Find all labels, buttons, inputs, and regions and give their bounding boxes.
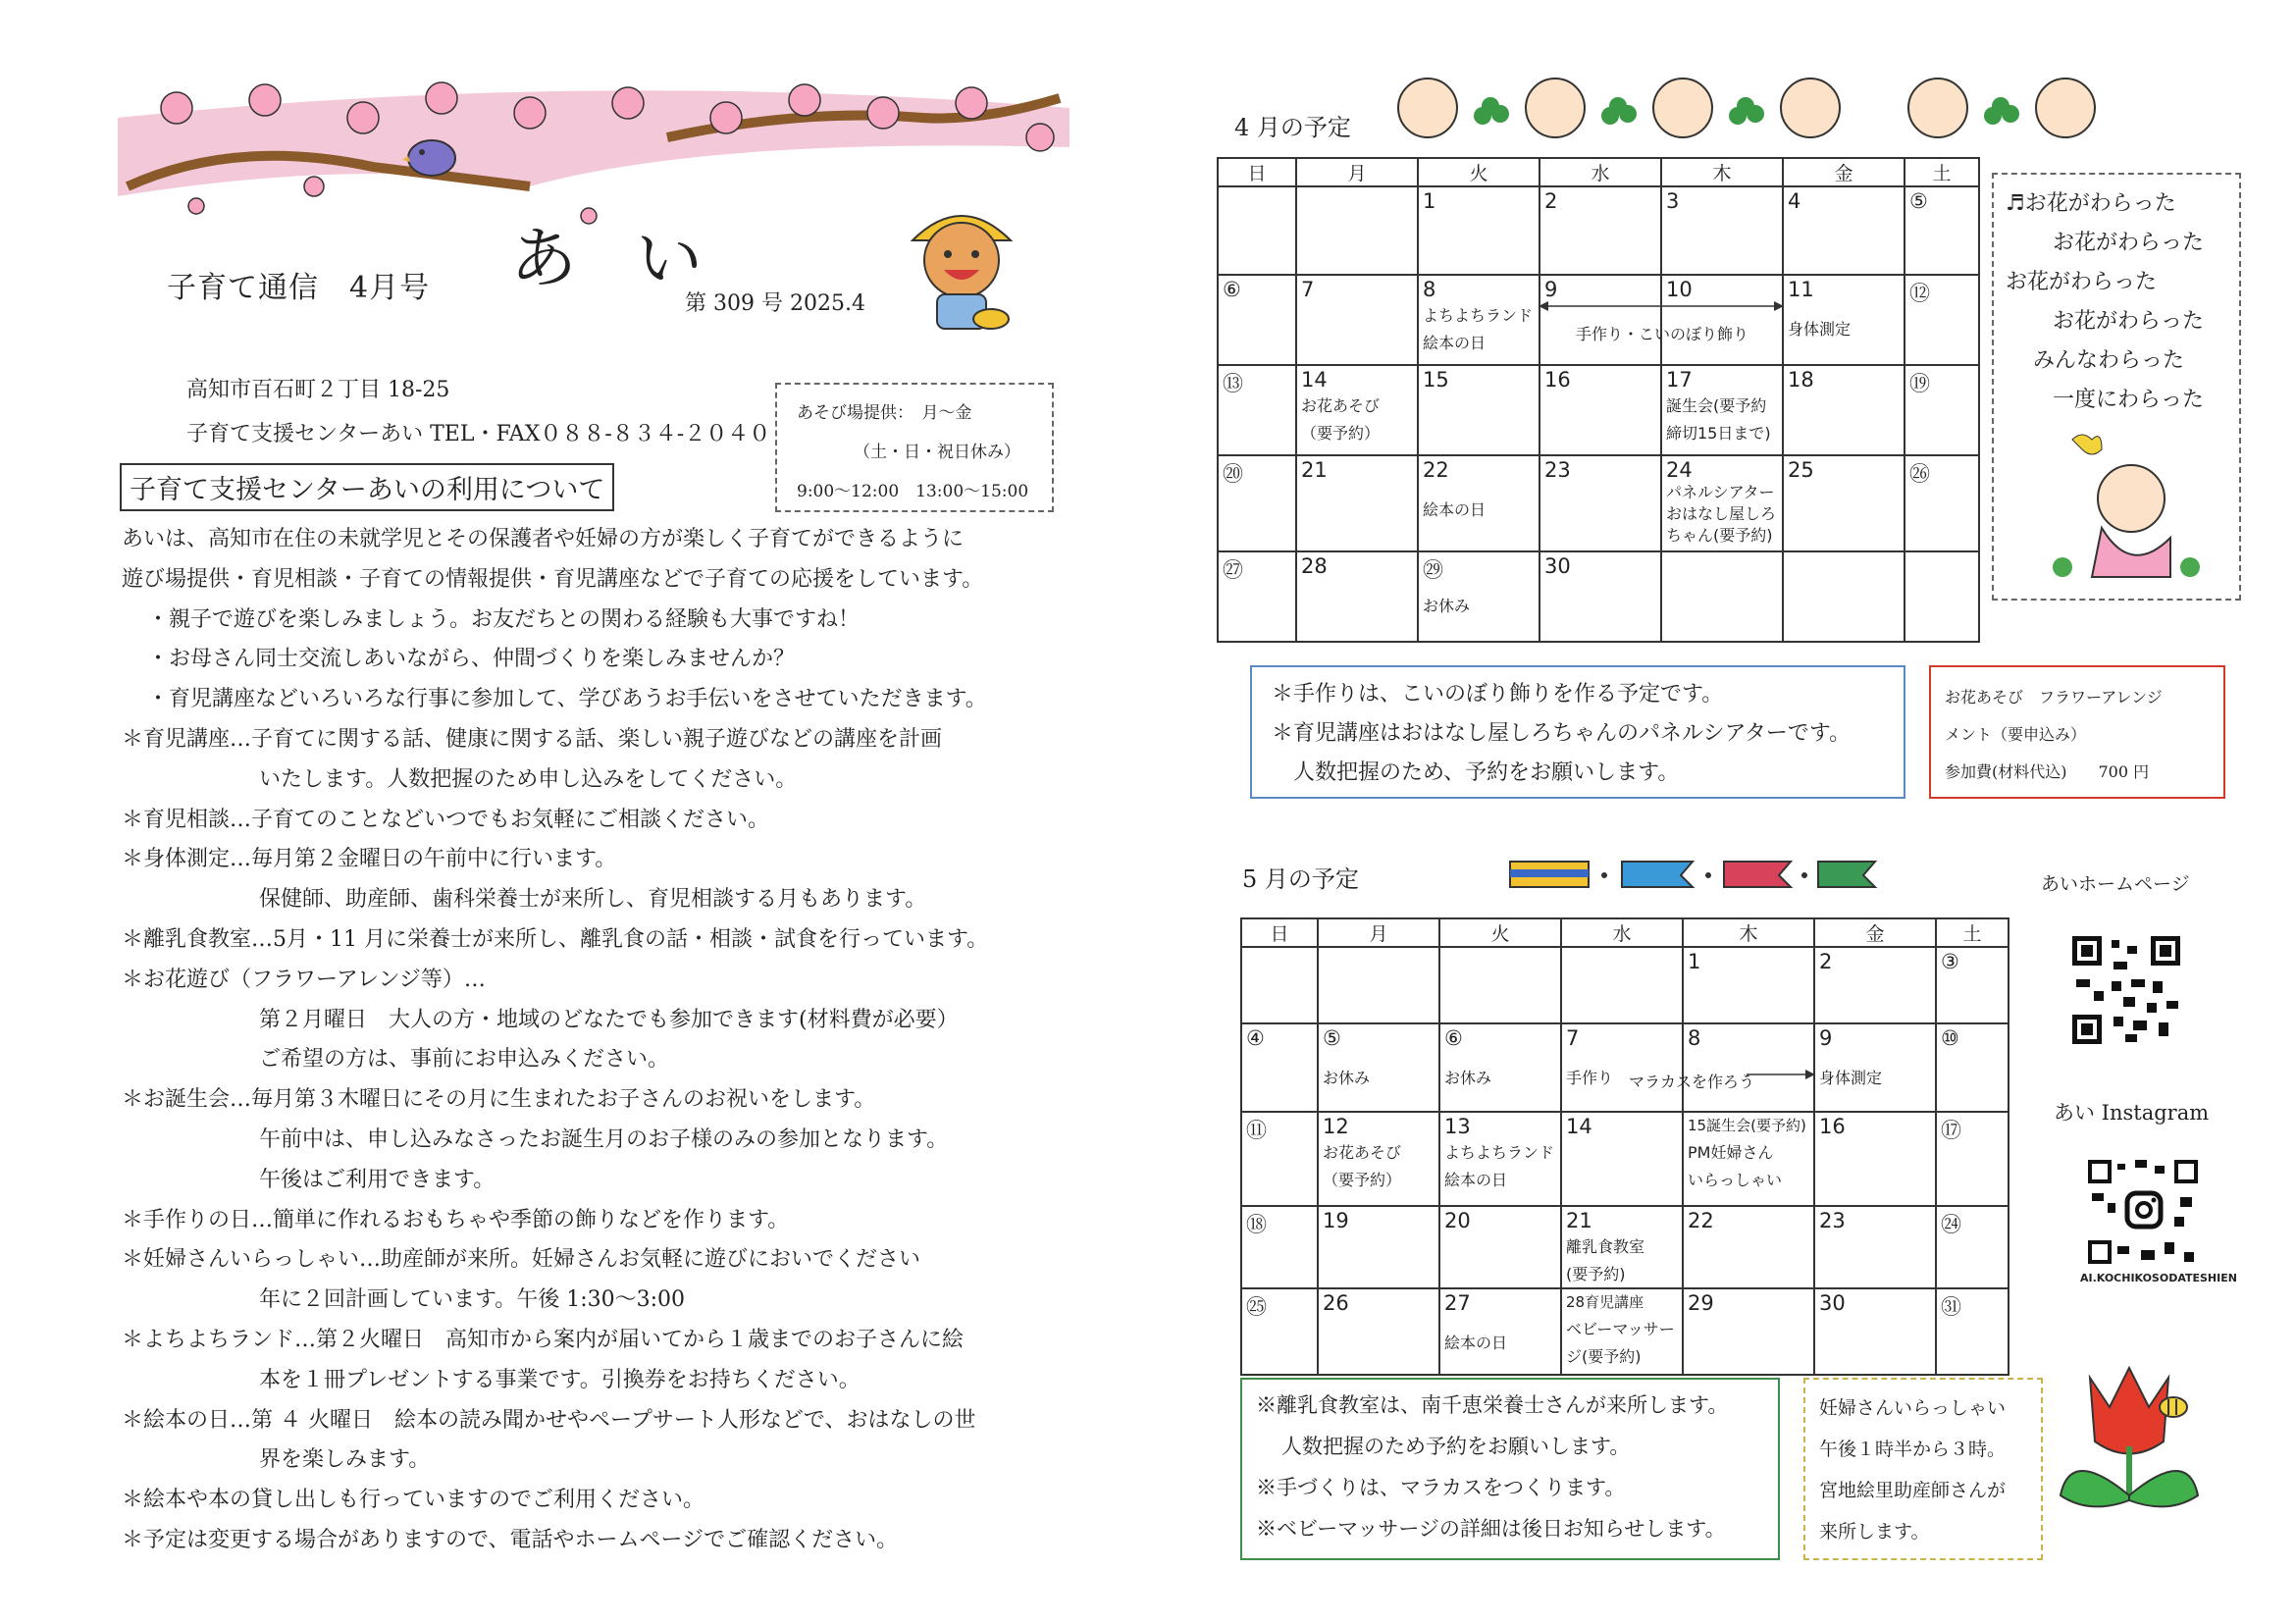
body-line: 界を楽しみます。 (259, 1447, 431, 1473)
day-number: 12 (1323, 1115, 1349, 1138)
calendar-day-cell (1905, 186, 1979, 275)
day-number: 20 (1444, 1209, 1471, 1232)
day-number: 9 (1544, 278, 1558, 301)
day-number: 23 (1544, 458, 1571, 482)
calendar-day-cell (1683, 1206, 1814, 1288)
calendar-day-cell (1661, 551, 1783, 642)
calendar-day-cell (1418, 275, 1539, 365)
calendar-day-cell (1683, 947, 1814, 1023)
center-contact: 子育て支援センターあい TEL・FAX０８８-８３４-２０４０ (186, 422, 771, 446)
day-number: 28 (1301, 554, 1328, 578)
calendar-day-cell (1905, 455, 1979, 551)
day-number: 23 (1819, 1209, 1846, 1232)
pregnant-welcome-box (1803, 1378, 2043, 1560)
calendar-week-row (1241, 1288, 2009, 1375)
day-number: 14 (1566, 1115, 1592, 1138)
april-span-event: 手作り・こいのぼり飾り (1576, 325, 1749, 343)
calendar-weekday-row (1218, 158, 1979, 186)
day-number: 10 (1666, 278, 1693, 301)
calendar-event: ちゃん(要予約) (1666, 526, 1773, 545)
song-line: ♬お花がわらった (2006, 191, 2176, 216)
calendar-day-cell (1218, 455, 1296, 551)
calendar-day-cell (1296, 551, 1418, 642)
weekday-header: 水 (1561, 918, 1683, 947)
body-line: ＊よちよちランド…第２火曜日 高知市から案内が届いてから１歳までのお子さんに絵 (122, 1327, 965, 1352)
weekday-header: 火 (1418, 158, 1539, 186)
pregnant-line: 来所します。 (1819, 1521, 1930, 1543)
calendar-week-row (1241, 1023, 2009, 1112)
calendar-week-row (1241, 947, 2009, 1023)
calendar-event: （要予約） (1301, 424, 1381, 443)
day-number: 16 (1819, 1115, 1846, 1138)
day-number: 3 (1666, 189, 1680, 213)
body-line: ＊育児相談…子育てのことなどいつでもお気軽にご相談ください。 (122, 807, 770, 832)
day-number: 13 (1444, 1115, 1471, 1138)
address: 高知市百石町２丁目 18-25 (186, 378, 450, 402)
calendar-week-row (1218, 365, 1979, 455)
calendar-week-row (1218, 455, 1979, 551)
holiday-day-number: ⑤ (1323, 1026, 1341, 1050)
song-line: お花がわらった (2053, 231, 2205, 255)
calendar-week-row (1218, 186, 1979, 275)
calendar-day-cell (1683, 1112, 1814, 1206)
calendar-day-cell (1418, 455, 1539, 551)
calendar-day-cell (1936, 947, 2009, 1023)
may-note: 人数把握のため予約をお願いします。 (1281, 1435, 1631, 1458)
body-line: 本を１冊プレゼントする事業です。引換券をお持ちください。 (259, 1367, 861, 1392)
song-line: お花がわらった (2053, 309, 2205, 334)
calendar-day-cell (1661, 186, 1783, 275)
weekday-header: 金 (1783, 158, 1905, 186)
calendar-day-cell (1439, 1023, 1561, 1112)
day-number: 15 (1423, 368, 1449, 392)
calendar-event: 絵本の日 (1423, 334, 1487, 352)
may-span-event: マラカスを作ろう (1629, 1073, 1755, 1091)
calendar-day-cell (1814, 1023, 1936, 1112)
day-number: 8 (1688, 1026, 1701, 1050)
day-number: 8 (1423, 278, 1436, 301)
calendar-day-cell (1539, 551, 1661, 642)
calendar-day-cell (1936, 1288, 2009, 1375)
hours-line-2: （土・日・祝日休み） (854, 443, 1020, 462)
body-line: あいは、高知市在住の未就学児とその保護者や妊婦の方が楽しく子育てができるように (122, 527, 965, 551)
calendar-day-cell (1241, 1023, 1318, 1112)
newsletter-subtitle: 子育て通信 4月号 (167, 271, 431, 305)
calendar-day-cell (1561, 1206, 1683, 1288)
body-line: ＊身体測定…毎月第２金曜日の午前中に行います。 (122, 847, 617, 872)
calendar-day-cell (1936, 1023, 2009, 1112)
day-number: 9 (1819, 1026, 1833, 1050)
calendar-event: 身体測定 (1788, 320, 1852, 339)
day-number: 19 (1323, 1209, 1349, 1232)
day-number: 27 (1444, 1291, 1471, 1315)
calendar-week-row (1218, 551, 1979, 642)
day-number: 14 (1301, 368, 1328, 392)
calendar-day-cell (1539, 365, 1661, 455)
calendar-day-cell (1241, 947, 1318, 1023)
calendar-day-cell (1936, 1206, 2009, 1288)
april-schedule-title: 4 月の予定 (1234, 114, 1351, 141)
holiday-day-number: ㉛ (1941, 1295, 1961, 1319)
pregnant-line: 午後１時半から３時。 (1819, 1439, 2007, 1460)
section-heading: 子育て支援センターあいの利用について (120, 463, 614, 511)
calendar-week-row (1241, 1206, 2009, 1288)
calendar-event: 身体測定 (1819, 1069, 1883, 1087)
flower-girl-icon (2033, 430, 2210, 587)
calendar-day-cell (1439, 947, 1561, 1023)
holiday-day-number: ㉕ (1246, 1295, 1267, 1319)
calendar-day-cell (1814, 1206, 1936, 1288)
flower-arrangement-box (1929, 665, 2225, 799)
calendar-day-cell (1318, 1112, 1439, 1206)
holiday-day-number: ⑤ (1909, 189, 1928, 213)
calendar-event: 締切15日まで) (1666, 424, 1771, 443)
calendar-day-cell (1296, 275, 1418, 365)
calendar-day-cell (1439, 1206, 1561, 1288)
body-line: ・育児講座などいろいろな行事に参加して、学びあうお手伝いをさせていただきます。 (147, 687, 987, 712)
weekday-header: 木 (1661, 158, 1783, 186)
calendar-day-cell (1318, 1206, 1439, 1288)
day-number: 30 (1544, 554, 1571, 578)
calendar-day-cell (1296, 365, 1418, 455)
weekday-header: 土 (1936, 918, 2009, 947)
calendar-event: 絵本の日 (1423, 500, 1487, 519)
day-number: 4 (1788, 189, 1801, 213)
calendar-event: お花あそび (1301, 396, 1381, 415)
song-line: 一度にわらった (2053, 388, 2205, 412)
calendar-day-cell (1241, 1112, 1318, 1206)
calendar-day-cell (1539, 186, 1661, 275)
holiday-day-number: ⑫ (1909, 282, 1930, 305)
day-number: 21 (1566, 1209, 1592, 1232)
calendar-event: ジ(要予約) (1566, 1347, 1642, 1366)
instagram-qr-code-icon[interactable] (2086, 1158, 2200, 1266)
body-line: ＊お花遊び（フラワーアレンジ等）… (122, 967, 486, 992)
calendar-day-cell (1418, 365, 1539, 455)
body-line: 第２月曜日 大人の方・地域のどなたでも参加できます(材料費が必要） (259, 1007, 959, 1032)
koinobori-carp-streamer-icon (1506, 856, 1879, 895)
day-number: 28育児講座 (1566, 1293, 1644, 1311)
calendar-event: (要予約) (1566, 1265, 1626, 1283)
holiday-day-number: ⑥ (1223, 278, 1241, 301)
calendar-day-cell (1296, 455, 1418, 551)
day-number: 7 (1301, 278, 1315, 301)
hours-line-1: あそび場提供： 月～金 (797, 403, 972, 423)
calendar-day-cell (1814, 1112, 1936, 1206)
calendar-day-cell (1783, 365, 1905, 455)
homepage-label: あいホームページ (2041, 873, 2190, 895)
day-number: 26 (1323, 1291, 1349, 1315)
day-number: 2 (1819, 950, 1833, 973)
day-number: 15誕生会(要予約) (1688, 1117, 1806, 1134)
calendar-day-cell (1905, 365, 1979, 455)
calendar-day-cell (1296, 186, 1418, 275)
may-calendar (1240, 917, 2009, 1376)
calendar-day-cell (1439, 1112, 1561, 1206)
may-note: ※ベビーマッサージの詳細は後日お知らせします。 (1256, 1517, 1726, 1541)
day-number: 24 (1666, 458, 1693, 482)
calendar-day-cell (1661, 455, 1783, 551)
day-number: 25 (1788, 458, 1814, 482)
calendar-day-cell (1783, 186, 1905, 275)
may-schedule-title: 5 月の予定 (1242, 865, 1359, 893)
holiday-day-number: ⑳ (1223, 462, 1243, 486)
holiday-day-number: ④ (1246, 1026, 1265, 1050)
newsletter-title: あい (510, 221, 762, 298)
weekday-header: 土 (1905, 158, 1979, 186)
calendar-event: いらっしゃい (1688, 1171, 1783, 1189)
body-line: 午前中は、申し込みなさったお誕生月のお子様のみの参加となります。 (259, 1126, 949, 1152)
may-notes-box (1240, 1378, 1780, 1560)
body-line: ＊育児講座…子育てに関する話、健康に関する話、楽しい親子遊びなどの講座を計画 (122, 726, 943, 752)
holiday-day-number: ⑰ (1941, 1119, 1961, 1142)
april-note: ＊育児講座はおはなし屋しろちゃんのパネルシアターです。 (1272, 721, 1852, 746)
song-line: みんなわらった (2033, 348, 2185, 373)
calendar-day-cell (1661, 365, 1783, 455)
day-number: 2 (1544, 189, 1558, 213)
day-number: 21 (1301, 458, 1328, 482)
body-line: 遊び場提供・育児相談・子育ての情報提供・育児講座などで子育ての応援をしています。 (122, 566, 984, 592)
day-number: 18 (1788, 368, 1814, 392)
day-number: 30 (1819, 1291, 1846, 1315)
calendar-event: PM妊婦さん (1688, 1143, 1774, 1162)
calendar-day-cell (1561, 1288, 1683, 1375)
calendar-event: お休み (1323, 1069, 1371, 1087)
calendar-event: お休み (1444, 1069, 1492, 1087)
issue-number: 第 309 号 2025.4 (685, 291, 865, 316)
day-number: 7 (1566, 1026, 1580, 1050)
calendar-day-cell (1783, 455, 1905, 551)
calendar-day-cell (1418, 551, 1539, 642)
day-number: 17 (1666, 368, 1693, 392)
calendar-day-cell (1561, 947, 1683, 1023)
usage-description (122, 520, 1044, 1561)
day-number: 22 (1688, 1209, 1714, 1232)
holiday-day-number: ㉔ (1941, 1213, 1961, 1236)
weekday-header: 月 (1296, 158, 1418, 186)
calendar-event: 手作り (1566, 1069, 1614, 1087)
holiday-day-number: ⑥ (1444, 1026, 1463, 1050)
body-line: ＊絵本や本の貸し出しも行っていますのでご利用ください。 (122, 1488, 705, 1513)
flower-line-2: メント（要申込み） (1945, 725, 2087, 744)
body-line: ＊予定は変更する場合がありますので、電話やホームページでご確認ください。 (122, 1527, 899, 1552)
pregnant-line: 宮地絵里助産師さんが (1819, 1480, 2007, 1501)
body-line: ・親子で遊びを楽しみましょう。お友だちとの関わる経験も大事ですね！ (147, 606, 861, 632)
child-character-icon (883, 191, 1040, 348)
calendar-day-cell (1561, 1112, 1683, 1206)
calendar-day-cell (1218, 551, 1296, 642)
calendar-event: 絵本の日 (1444, 1334, 1508, 1352)
calendar-day-cell (1318, 1023, 1439, 1112)
calendar-week-row (1241, 1112, 2009, 1206)
calendar-event: おはなし屋しろ (1666, 504, 1777, 523)
bird-icon (402, 132, 461, 182)
calendar-day-cell (1218, 186, 1296, 275)
calendar-day-cell (1318, 947, 1439, 1023)
calendar-event: 離乳食教室 (1566, 1237, 1645, 1256)
body-line: いたします。人数把握のため申し込みをしてください。 (259, 766, 798, 792)
day-number: 1 (1423, 189, 1436, 213)
calendar-day-cell (1683, 1288, 1814, 1375)
instagram-handle: AI.KOCHIKOSODATESHIEN (2080, 1272, 2237, 1284)
holiday-day-number: ⑱ (1246, 1213, 1267, 1236)
calendar-event: 絵本の日 (1444, 1171, 1508, 1189)
weekday-header: 日 (1218, 158, 1296, 186)
calendar-day-cell (1561, 1023, 1683, 1112)
holiday-day-number: ⑩ (1941, 1026, 1959, 1050)
holiday-day-number: ㉖ (1909, 462, 1930, 486)
day-number: 1 (1688, 950, 1701, 973)
holiday-day-number: ⑬ (1223, 372, 1243, 395)
span-arrow (1747, 1065, 1815, 1084)
calendar-event: パネルシアター (1666, 483, 1775, 501)
day-number: 16 (1544, 368, 1571, 392)
april-calendar (1217, 157, 1980, 643)
day-number: 22 (1423, 458, 1449, 482)
body-line: ・お母さん同士交流しあいながら、仲間づくりを楽しみませんか？ (147, 647, 796, 672)
calendar-day-cell (1814, 1288, 1936, 1375)
calendar-event: （要予約） (1323, 1171, 1402, 1189)
body-line: ＊絵本の日…第 ４ 火曜日 絵本の読み聞かせやペープサート人形などで、おはなしの世 (122, 1407, 976, 1433)
children-faces-decoration-icon (1388, 67, 2173, 145)
calendar-event: お花あそび (1323, 1143, 1402, 1162)
body-line: ご希望の方は、事前にお申込みください。 (259, 1047, 670, 1073)
calendar-weekday-row (1241, 918, 2009, 947)
homepage-qr-code-icon[interactable] (2068, 932, 2184, 1048)
calendar-day-cell (1218, 275, 1296, 365)
pregnant-line: 妊婦さんいらっしゃい (1819, 1397, 2007, 1419)
holiday-day-number: ⑲ (1909, 372, 1930, 395)
calendar-day-cell (1318, 1288, 1439, 1375)
song-line: お花がわらった (2006, 270, 2158, 294)
hours-line-3: 9:00～12:00 13:00～15:00 (797, 482, 1029, 501)
body-line: ＊お誕生会…毎月第３木曜日にその月に生まれたお子さんのお祝いをします。 (122, 1087, 876, 1113)
weekday-header: 火 (1439, 918, 1561, 947)
calendar-event: よちよちランド (1423, 306, 1534, 325)
calendar-day-cell (1783, 551, 1905, 642)
day-number: 29 (1688, 1291, 1714, 1315)
body-line: ＊手作りの日…簡単に作れるおもちゃや季節の飾りなどを作ります。 (122, 1207, 790, 1232)
calendar-day-cell (1241, 1288, 1318, 1375)
calendar-day-cell (1241, 1206, 1318, 1288)
calendar-day-cell (1218, 365, 1296, 455)
may-note: ※離乳食教室は、南千恵栄養士さんが来所します。 (1256, 1393, 1729, 1417)
calendar-day-cell (1905, 275, 1979, 365)
calendar-day-cell (1814, 947, 1936, 1023)
weekday-header: 日 (1241, 918, 1318, 947)
calendar-event: ベビーマッサー (1566, 1320, 1675, 1338)
weekday-header: 水 (1539, 158, 1661, 186)
april-notes-box (1250, 665, 1905, 799)
calendar-day-cell (1539, 455, 1661, 551)
calendar-event: 誕生会(要予約 (1666, 396, 1767, 415)
weekday-header: 木 (1683, 918, 1814, 947)
calendar-day-cell (1418, 186, 1539, 275)
body-line: 年に２回計画しています。午後 1:30～3:00 (259, 1287, 686, 1313)
opening-hours-box (775, 383, 1054, 512)
instagram-label: あい Instagram (2054, 1101, 2210, 1125)
body-line: 保健師、助産師、歯科栄養士が来所し、育児相談する月もあります。 (259, 887, 927, 913)
tulip-bee-icon (2051, 1358, 2208, 1515)
holiday-day-number: ⑪ (1246, 1119, 1267, 1142)
flower-line-3: 参加費(材料代込) 700 円 (1945, 762, 2150, 781)
holiday-day-number: ③ (1941, 950, 1959, 973)
may-note: ※手づくりは、マラカスをつくります。 (1256, 1476, 1626, 1499)
body-line: ＊離乳食教室…5月・11 月に栄養士が来所し、離乳食の話・相談・試食を行っています。 (122, 926, 989, 952)
calendar-event: お休み (1423, 597, 1471, 615)
april-note: 人数把握のため、予約をお願いします。 (1293, 760, 1680, 785)
calendar-event: よちよちランド (1444, 1143, 1555, 1162)
holiday-day-number: ㉗ (1223, 558, 1243, 582)
calendar-day-cell (1905, 551, 1979, 642)
calendar-day-cell (1936, 1112, 2009, 1206)
calendar-day-cell (1783, 275, 1905, 365)
song-lyrics-box (1992, 173, 2241, 601)
body-line: ＊妊婦さんいらっしゃい…助産師が来所。妊婦さんお気軽に遊びにおいでください (122, 1247, 921, 1273)
holiday-day-number: ㉙ (1423, 558, 1443, 582)
flower-line-1: お花あそび フラワーアレンジ (1945, 688, 2163, 707)
weekday-header: 金 (1814, 918, 1936, 947)
weekday-header: 月 (1318, 918, 1439, 947)
calendar-day-cell (1439, 1288, 1561, 1375)
body-line: 午後はご利用できます。 (259, 1167, 496, 1192)
april-note: ＊手作りは、こいのぼり飾りを作る予定です。 (1272, 682, 1724, 707)
day-number: 11 (1788, 278, 1814, 301)
